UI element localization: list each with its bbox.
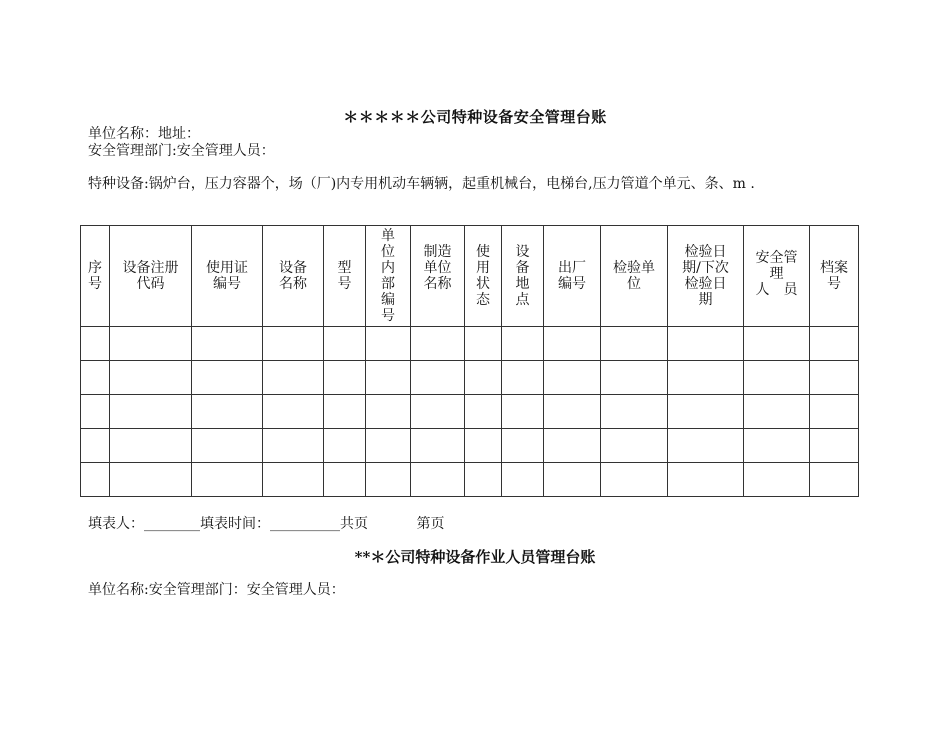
table-cell xyxy=(366,429,411,463)
table-row xyxy=(81,327,859,361)
table-cell xyxy=(411,361,465,395)
page-number: 第页 xyxy=(416,516,445,532)
table-cell xyxy=(544,327,601,361)
table-cell xyxy=(110,463,192,497)
table-cell xyxy=(81,327,110,361)
table-cell xyxy=(502,429,544,463)
table-cell xyxy=(544,429,601,463)
table-cell xyxy=(810,361,859,395)
table-cell xyxy=(601,395,668,429)
table-cell xyxy=(465,463,502,497)
table-cell xyxy=(465,395,502,429)
col-header-inspection-unit: 检验单 位 xyxy=(601,226,668,327)
table-cell xyxy=(502,395,544,429)
table-row xyxy=(81,463,859,497)
col-header-internal-number: 单 位 内 部 编 号 xyxy=(366,226,411,327)
table-cell xyxy=(668,361,744,395)
table-cell xyxy=(81,463,110,497)
table-cell xyxy=(744,361,810,395)
equipment-ledger-table xyxy=(80,225,859,497)
table-cell xyxy=(366,463,411,497)
table-cell xyxy=(601,429,668,463)
table-cell xyxy=(110,395,192,429)
table-cell xyxy=(192,429,263,463)
table-cell xyxy=(810,463,859,497)
col-header-archive-number: 档案 号 xyxy=(810,226,859,327)
personnel-ledger-title: **＊公司特种设备作业人员管理台账 xyxy=(354,548,596,566)
table-cell xyxy=(502,463,544,497)
table-cell xyxy=(81,429,110,463)
equipment-summary-line: 特种设备:锅炉台，压力容器个，场（厂)内专用机动车辆辆，起重机械台，电梯台,压力管道个单元、条、m . xyxy=(88,176,755,192)
table-cell xyxy=(263,327,324,361)
table-cell xyxy=(668,429,744,463)
table-cell xyxy=(81,395,110,429)
table-cell xyxy=(668,463,744,497)
table-cell xyxy=(81,361,110,395)
table-cell xyxy=(411,429,465,463)
table-cell xyxy=(744,395,810,429)
col-header-factory-number: 出厂 编号 xyxy=(544,226,601,327)
safety-dept-line: 安全管理部门:安全管理人员： xyxy=(88,143,275,159)
table-cell xyxy=(744,463,810,497)
table-cell xyxy=(192,395,263,429)
table-cell xyxy=(324,361,366,395)
table-cell xyxy=(263,395,324,429)
col-header-location: 设 备 地 点 xyxy=(502,226,544,327)
table-cell xyxy=(411,463,465,497)
table-cell xyxy=(324,429,366,463)
footer-line xyxy=(88,513,444,533)
table-cell xyxy=(411,395,465,429)
table-cell xyxy=(192,327,263,361)
table-cell xyxy=(810,395,859,429)
col-header-inspection-date: 检验日 期/下次 检验日 期 xyxy=(668,226,744,327)
col-header-index: 序 号 xyxy=(81,226,110,327)
table-cell xyxy=(544,361,601,395)
table-cell xyxy=(192,463,263,497)
table-cell xyxy=(502,327,544,361)
table-cell xyxy=(110,361,192,395)
table-cell xyxy=(668,395,744,429)
table-cell xyxy=(192,361,263,395)
table-cell xyxy=(366,361,411,395)
table-cell xyxy=(744,429,810,463)
table-cell xyxy=(544,463,601,497)
table-cell xyxy=(465,361,502,395)
table-cell xyxy=(502,361,544,395)
header-row xyxy=(81,226,859,327)
table-cell xyxy=(366,327,411,361)
table-cell xyxy=(744,327,810,361)
table-cell xyxy=(324,463,366,497)
table-cell xyxy=(601,361,668,395)
table-cell xyxy=(411,327,465,361)
col-header-model: 型 号 xyxy=(324,226,366,327)
table-cell xyxy=(263,463,324,497)
col-header-registration-code: 设备注册 代码 xyxy=(110,226,192,327)
table-cell xyxy=(366,395,411,429)
document-title: ＊＊＊＊＊公司特种设备安全管理台账 xyxy=(343,108,607,126)
table-cell xyxy=(263,429,324,463)
table-cell xyxy=(110,327,192,361)
table-cell xyxy=(263,361,324,395)
table-cell xyxy=(324,395,366,429)
table-cell xyxy=(544,395,601,429)
table-cell xyxy=(110,429,192,463)
table-row xyxy=(81,361,859,395)
personnel-unit-line: 单位名称:安全管理部门：安全管理人员： xyxy=(88,582,345,598)
unit-name-address-line: 单位名称：地址： xyxy=(88,126,200,142)
table-cell xyxy=(601,463,668,497)
table-cell xyxy=(668,327,744,361)
col-header-safety-manager: 安全管 理 人 员 xyxy=(744,226,810,327)
table-row xyxy=(81,429,859,463)
table-cell xyxy=(810,327,859,361)
col-header-manufacturer: 制造 单位 名称 xyxy=(411,226,465,327)
col-header-usage-status: 使 用 状 态 xyxy=(465,226,502,327)
table-cell xyxy=(810,429,859,463)
filler-and-total-pages: 填表人：________填表时间：__________共页 xyxy=(88,516,368,532)
col-header-equipment-name: 设备 名称 xyxy=(263,226,324,327)
table-cell xyxy=(465,429,502,463)
col-header-certificate-number: 使用证 编号 xyxy=(192,226,263,327)
table-cell xyxy=(465,327,502,361)
table-cell xyxy=(324,327,366,361)
table-row xyxy=(81,395,859,429)
table-cell xyxy=(601,327,668,361)
